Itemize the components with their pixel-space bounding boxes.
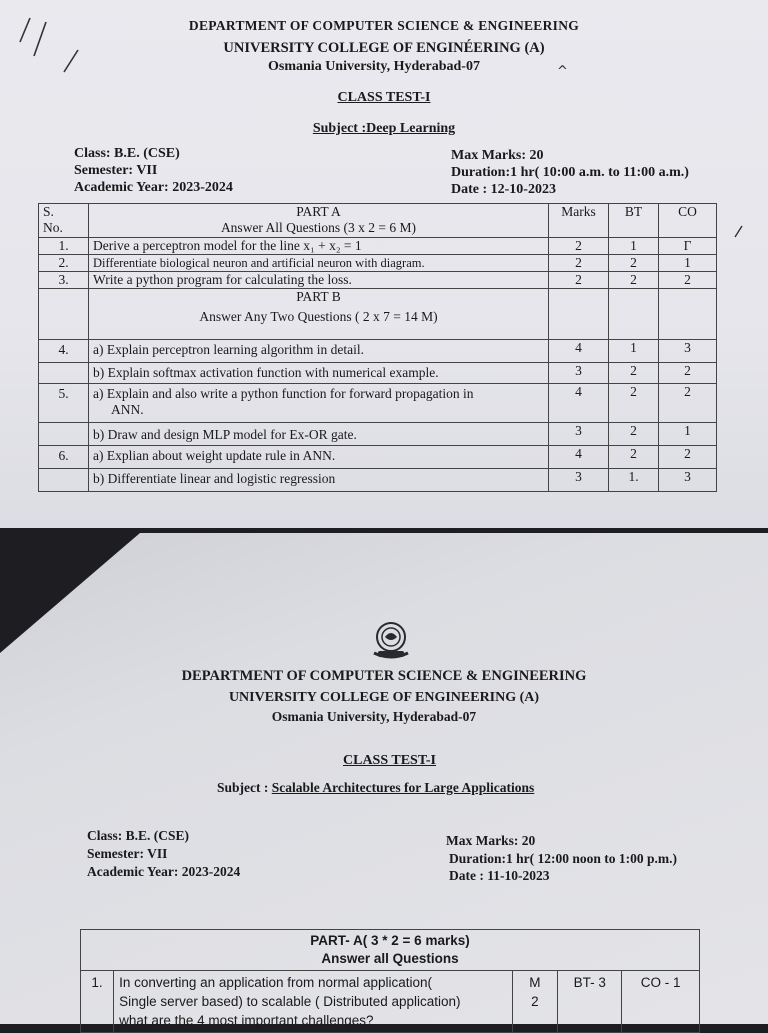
semester-info: Semester: VII	[87, 846, 168, 861]
header-co: CO	[659, 204, 717, 238]
question-co: 1	[659, 255, 717, 272]
table-row	[39, 238, 717, 255]
department-heading: DEPARTMENT OF COMPUTER SCIENCE & ENGINEERING	[188, 18, 580, 33]
part-a-title: PART A	[296, 204, 341, 219]
table-row	[39, 423, 717, 446]
question-text: a) Explain and also write a python function for forward propagation in	[93, 386, 474, 401]
question-marks: 2	[549, 238, 609, 255]
question-bt: 2	[609, 384, 659, 423]
table-row	[39, 340, 717, 363]
question-number: 5.	[39, 384, 89, 423]
question-co: 2	[659, 384, 717, 423]
college-name: UNIVERSITY COLLEGE OF ENGINÉERING (A)	[223, 40, 545, 56]
question-text: Differentiate biological neuron and artificial neuron with diagram.	[89, 255, 549, 272]
question-co: 2	[659, 363, 717, 384]
question-bt: 1	[609, 340, 659, 363]
question-co: 3	[659, 469, 717, 492]
university-name: Osmania University, Hyderabad-07	[271, 709, 477, 724]
question-text: b) Differentiate linear and logistic regression	[89, 469, 549, 492]
table-row	[39, 446, 717, 469]
subject-line	[217, 780, 534, 796]
pen-mark-caret: ^	[557, 64, 568, 79]
question-number	[39, 423, 89, 446]
duration-info: Duration:1 hr( 10:00 a.m. to 11:00 a.m.)	[451, 165, 689, 180]
question-marks: 4	[549, 446, 609, 469]
question-number: 2.	[39, 255, 89, 272]
table-row	[39, 363, 717, 384]
question-marks: 2	[549, 272, 609, 289]
table-row	[39, 384, 717, 423]
class-info: Class: B.E. (CSE)	[87, 828, 190, 843]
question-text: a) Explian about weight update rule in ANN.	[89, 446, 549, 469]
questions-table	[38, 203, 717, 492]
academic-year-info: Academic Year: 2023-2024	[74, 180, 233, 195]
part-a-header-row	[81, 930, 700, 971]
question-bt: BT- 3	[558, 971, 622, 1033]
subject-line: Subject :Deep Learning	[312, 121, 456, 136]
question-bt: 2	[609, 363, 659, 384]
university-emblem-icon	[368, 617, 414, 663]
date-info: Date : 12-10-2023	[451, 182, 556, 197]
question-marks: 2	[549, 255, 609, 272]
question-bt: 2	[609, 272, 659, 289]
max-marks-info: Max Marks: 20	[446, 833, 536, 848]
question-co: 2	[659, 446, 717, 469]
question-text: a) Explain perceptron learning algorithm in detail.	[89, 340, 549, 363]
table-header-row	[39, 204, 717, 238]
part-b-header-row	[39, 289, 717, 340]
questions-table-bottom	[80, 929, 700, 1033]
university-name: Osmania University, Hyderabad-07	[268, 59, 480, 74]
question-text-line: In converting an application from normal application(	[119, 975, 433, 990]
table-row	[39, 469, 717, 492]
question-number: 6.	[39, 446, 89, 469]
part-a-instruction: Answer All Questions (3 x 2 = 6 M)	[220, 220, 417, 235]
class-info: Class: B.E. (CSE)	[74, 146, 180, 161]
question-text-line: Single server based) to scalable ( Distributed application)	[119, 994, 461, 1009]
question-bt: 1	[609, 238, 659, 255]
question-text-continued: ANN.	[111, 402, 144, 417]
question-bt: 2	[609, 423, 659, 446]
question-co: 2	[659, 272, 717, 289]
question-text: Derive a perceptron model for the line x₁ + x₂ = 1	[89, 238, 549, 255]
question-bt: 1.	[609, 469, 659, 492]
question-marks: 3	[549, 423, 609, 446]
question-number: 1.	[39, 238, 89, 255]
question-co: 1	[659, 423, 717, 446]
part-a-title: PART- A( 3 * 2 = 6 marks)	[310, 933, 470, 948]
question-number: 4.	[39, 340, 89, 363]
department-heading: DEPARTMENT OF COMPUTER SCIENCE & ENGINEERING	[181, 668, 587, 684]
question-number: 1.	[81, 971, 114, 1033]
subject-prefix: Subject :	[217, 780, 272, 795]
question-marks: 3	[549, 363, 609, 384]
part-b-instruction: Answer Any Two Questions ( 2 x 7 = 14 M)	[199, 309, 438, 324]
question-marks: 4	[549, 340, 609, 363]
question-co: CO - 1	[622, 971, 700, 1033]
question-text: b) Explain softmax activation function with numerical example.	[89, 363, 549, 384]
header-marks: Marks	[549, 204, 609, 238]
semester-info: Semester: VII	[74, 163, 158, 178]
test-title: CLASS TEST-I	[343, 753, 437, 768]
question-marks-label: M	[529, 975, 541, 990]
question-text: Write a python program for calculating the loss.	[89, 272, 549, 289]
duration-info: Duration:1 hr( 12:00 noon to 1:00 p.m.)	[449, 851, 677, 866]
pen-tick-mark	[732, 224, 746, 240]
question-marks: 2	[531, 994, 539, 1009]
college-name: UNIVERSITY COLLEGE OF ENGINEERING (A)	[228, 690, 540, 705]
header-no: No.	[43, 220, 63, 235]
test-title: CLASS TEST-I	[337, 90, 431, 105]
date-info: Date : 11-10-2023	[449, 868, 550, 883]
question-marks: 4	[549, 384, 609, 423]
table-row	[39, 272, 717, 289]
question-bt: 2	[609, 446, 659, 469]
header-sno: S.	[43, 204, 54, 219]
part-b-title: PART B	[296, 289, 341, 304]
question-number	[39, 363, 89, 384]
part-a-instruction: Answer all Questions	[321, 951, 459, 966]
academic-year-info: Academic Year: 2023-2024	[87, 864, 241, 879]
question-co: Γ	[659, 238, 717, 255]
subject-name: Scalable Architectures for Large Applications	[271, 780, 535, 795]
question-number: 3.	[39, 272, 89, 289]
question-bt: 2	[609, 255, 659, 272]
question-co: 3	[659, 340, 717, 363]
question-text: b) Draw and design MLP model for Ex-OR gate.	[89, 423, 549, 446]
table-row	[81, 971, 700, 1033]
table-row	[39, 255, 717, 272]
question-text-line: what are the 4 most important challenges?	[119, 1013, 374, 1028]
question-marks: 3	[549, 469, 609, 492]
question-number	[39, 469, 89, 492]
header-bt: BT	[609, 204, 659, 238]
max-marks-info: Max Marks: 20	[451, 148, 544, 163]
